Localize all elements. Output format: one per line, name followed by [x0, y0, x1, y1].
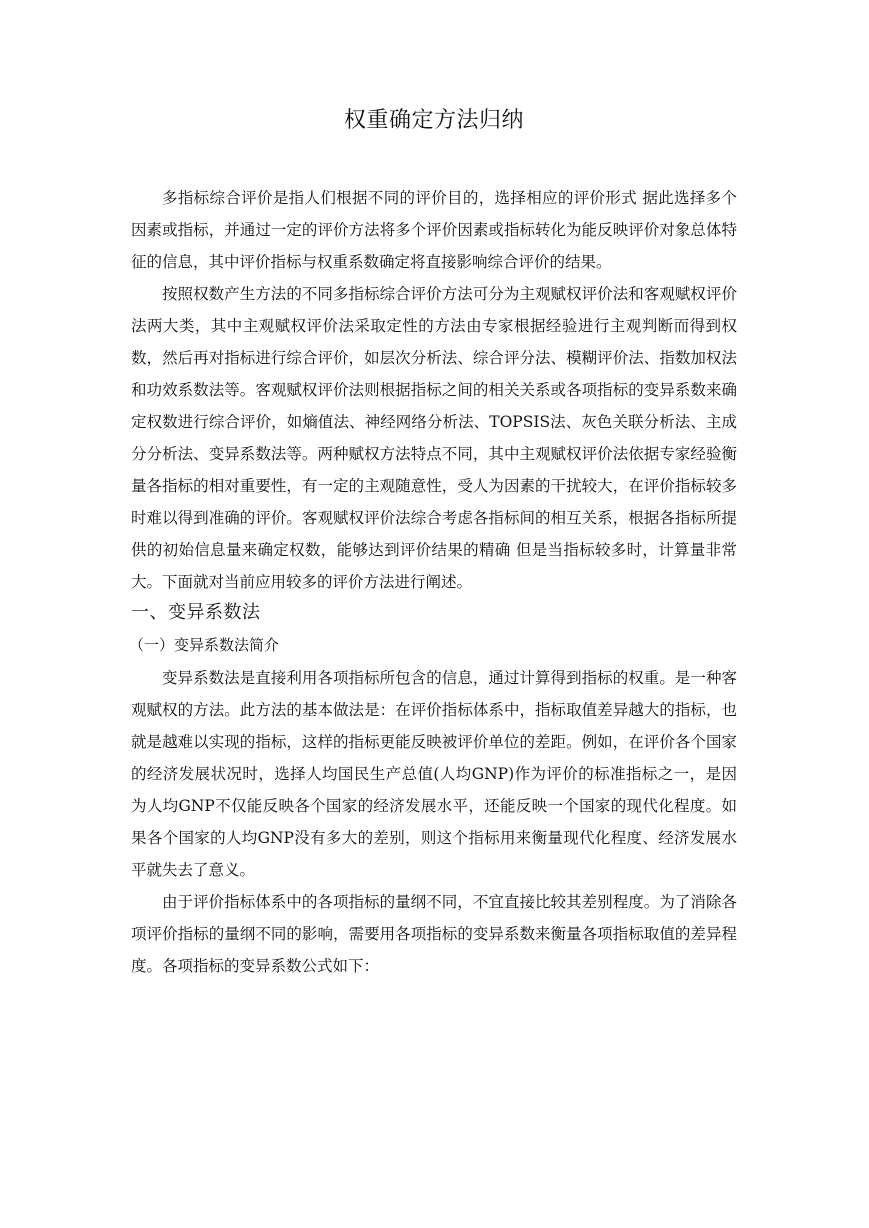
- section-paragraph-2: 由于评价指标体系中的各项指标的量纲不同，不宜直接比较其差别程度。为了消除各项评价指标的量纲不同的影响，需要用各项指标的变异系数来衡量各项指标取值的差异程度。各项指标的变异系数公式如下：: [131, 893, 737, 975]
- section-heading: 一、变异系数法: [131, 602, 261, 623]
- document-body: [131, 104, 737, 982]
- document-title: 权重确定方法归纳: [343, 108, 524, 133]
- intro-paragraph-1: 多指标综合评价是指人们根据不同的评价目的，选择相应的评价形式 据此选择多个因素或指标，并通过一定的评价方法将多个评价因素或指标转化为能反映评价对象总体特征的信息，其中评价指标与权重系数确定将直接影响综合评价的结果。: [131, 189, 737, 271]
- subsection-heading: （一）变异系数法简介: [129, 636, 280, 654]
- intro-paragraph-2: 按照权数产生方法的不同多指标综合评价方法可分为主观赋权评价法和客观赋权评价法两大类，其中主观赋权评价法采取定性的方法由专家根据经验进行主观判断而得到权数，然后再对指标进行综合评价，如层次分析法、综合评分法、模糊评价法、指数加权法和功效系数法等。客观赋权评价法则根据指标之间的相关关系或各项指标的变异系数来确定权数进行综合评价，如熵值法、神经网络分析法、TOPSIS法、灰色关联分析法、主成分分析法、变异系数法等。两种赋权方法特点不同，其中主观赋权评价法依据专家经验衡量各指标的相对重要性，有一定的主观随意性，受人为因素的干扰较大，在评价指标较多时难以得到准确的评价。客观赋权评价法综合考虑各指标间的相互关系，根据各指标所提供的初始信息量来确定权数，能够达到评价结果的精确 但是当指标较多时，计算量非常大。下面就对当前应用较多的评价方法进行阐述。: [131, 285, 737, 591]
- section-paragraph-1: 变异系数法是直接利用各项指标所包含的信息，通过计算得到指标的权重。是一种客观赋权的方法。此方法的基本做法是：在评价指标体系中，指标取值差异越大的指标，也就是越难以实现的指标，这样的指标更能反映被评价单位的差距。例如，在评价各个国家的经济发展状况时，选择人均国民生产总值(人均GNP)作为评价的标准指标之一，是因为人均GNP不仅能反映各个国家的经济发展水平，还能反映一个国家的现代化程度。如果各个国家的人均GNP没有多大的差别，则这个指标用来衡量现代化程度、经济发展水平就失去了意义。: [131, 669, 737, 879]
